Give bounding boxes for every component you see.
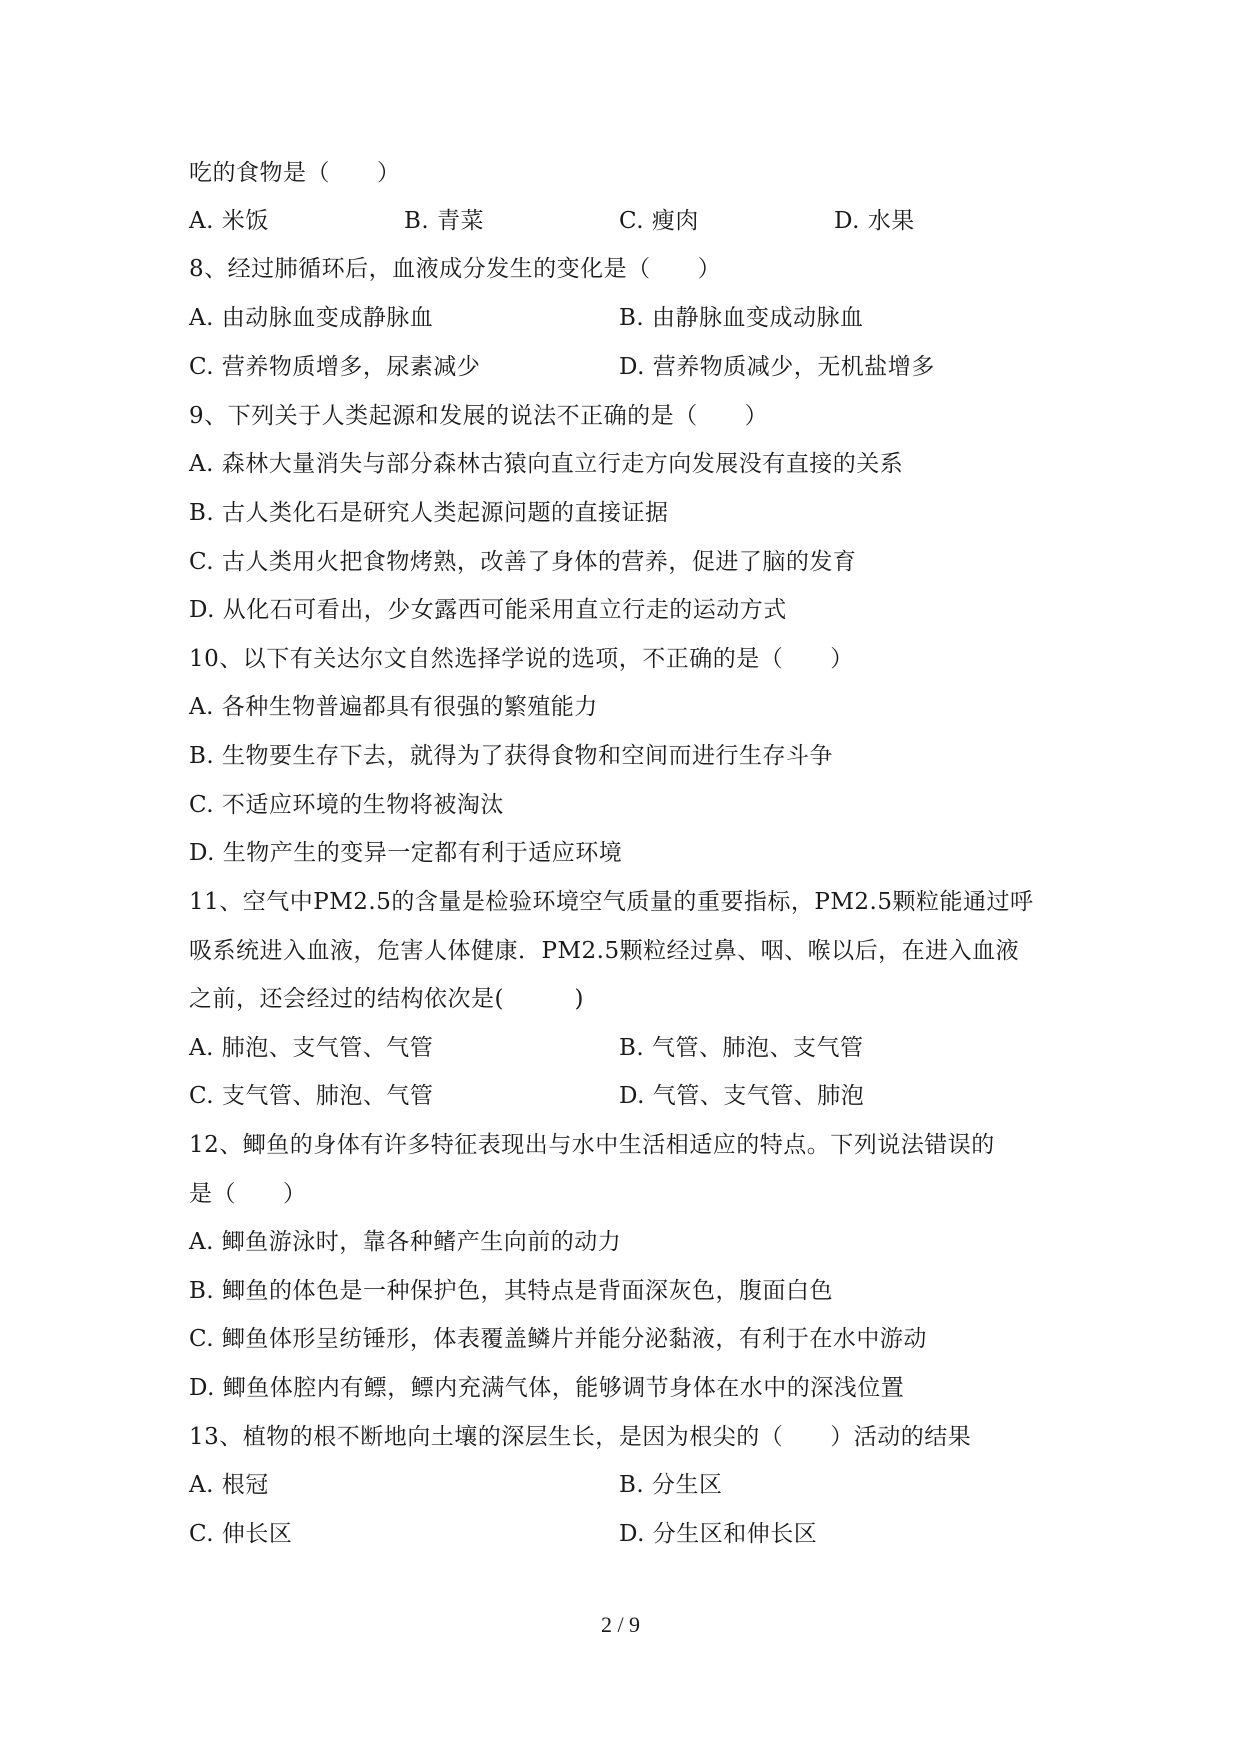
q10-stem: 10、以下有关达尔文自然选择学说的选项，不正确的是（ ） [189,646,854,672]
q9-option-c: C. 古人类用火把食物烤熟，改善了身体的营养，促进了脑的发育 [189,549,857,575]
q10-option-d: D. 生物产生的变异一定都有利于适应环境 [189,840,623,866]
q9-stem: 9、下列关于人类起源和发展的说法不正确的是（ ） [189,403,769,429]
q7-option-d: D. 水果 [834,208,915,234]
q12-option-c: C. 鲫鱼体形呈纺锤形，体表覆盖鳞片并能分泌黏液，有利于在水中游动 [189,1326,927,1352]
q10-option-b: B. 生物要生存下去，就得为了获得食物和空间而进行生存斗争 [189,743,834,769]
q11-option-c: C. 支气管、肺泡、气管 [189,1083,434,1109]
q12-option-b: B. 鲫鱼的体色是一种保护色，其特点是背面深灰色，腹面白色 [189,1278,834,1304]
q8-option-d: D. 营养物质减少，无机盐增多 [619,354,935,380]
q9-option-b: B. 古人类化石是研究人类起源问题的直接证据 [189,500,669,526]
q7-option-b: B. 青菜 [404,208,485,234]
q7-option-c: C. 瘦肉 [619,208,699,234]
q9-option-a: A. 森林大量消失与部分森林古猿向直立行走方向发展没有直接的关系 [189,451,904,477]
q13-option-c: C. 伸长区 [189,1521,293,1547]
q11-stem-line-1: 11、空气中PM2.5的含量是检验环境空气质量的重要指标，PM2.5颗粒能通过呼 [189,889,1034,915]
q8-stem: 8、经过肺循环后，血液成分发生的变化是（ ） [189,256,722,282]
q7-option-a: A. 米饭 [189,208,269,234]
q9-option-d: D. 从化石可看出，少女露西可能采用直立行走的运动方式 [189,597,787,623]
q7-stem-tail: 吃的食物是（ ） [189,160,401,186]
q13-option-a: A. 根冠 [189,1472,269,1498]
q13-option-d: D. 分生区和伸长区 [619,1521,818,1547]
q11-option-b: B. 气管、肺泡、支气管 [619,1035,864,1061]
q12-stem-line-2: 是（ ） [189,1181,307,1207]
q8-option-a: A. 由动脉血变成静脉血 [189,305,434,331]
q10-option-a: A. 各种生物普遍都具有很强的繁殖能力 [189,694,598,720]
q10-option-c: C. 不适应环境的生物将被淘汰 [189,792,504,818]
q11-option-d: D. 气管、支气管、肺泡 [619,1083,865,1109]
q11-stem-line-2: 吸系统进入血液，危害人体健康．PM2.5颗粒经过鼻、咽、喉以后，在进入血液 [189,938,1020,964]
q11-stem-line-3: 之前，还会经过的结构依次是( ) [189,986,584,1012]
q12-option-a: A. 鲫鱼游泳时，靠各种鳍产生向前的动力 [189,1229,622,1255]
q11-option-a: A. 肺泡、支气管、气管 [189,1035,434,1061]
q8-option-c: C. 营养物质增多，尿素减少 [189,354,481,380]
q8-option-b: B. 由静脉血变成动脉血 [619,305,864,331]
q13-option-b: B. 分生区 [619,1472,723,1498]
q12-option-d: D. 鲫鱼体腔内有鳔，鳔内充满气体，能够调节身体在水中的深浅位置 [189,1375,905,1401]
page-number: 2 / 9 [600,1612,641,1637]
q13-stem: 13、植物的根不断地向土壤的深层生长，是因为根尖的（ ）活动的结果 [189,1424,972,1450]
q12-stem-line-1: 12、鲫鱼的身体有许多特征表现出与水中生活相适应的特点。下列说法错误的 [189,1132,995,1158]
